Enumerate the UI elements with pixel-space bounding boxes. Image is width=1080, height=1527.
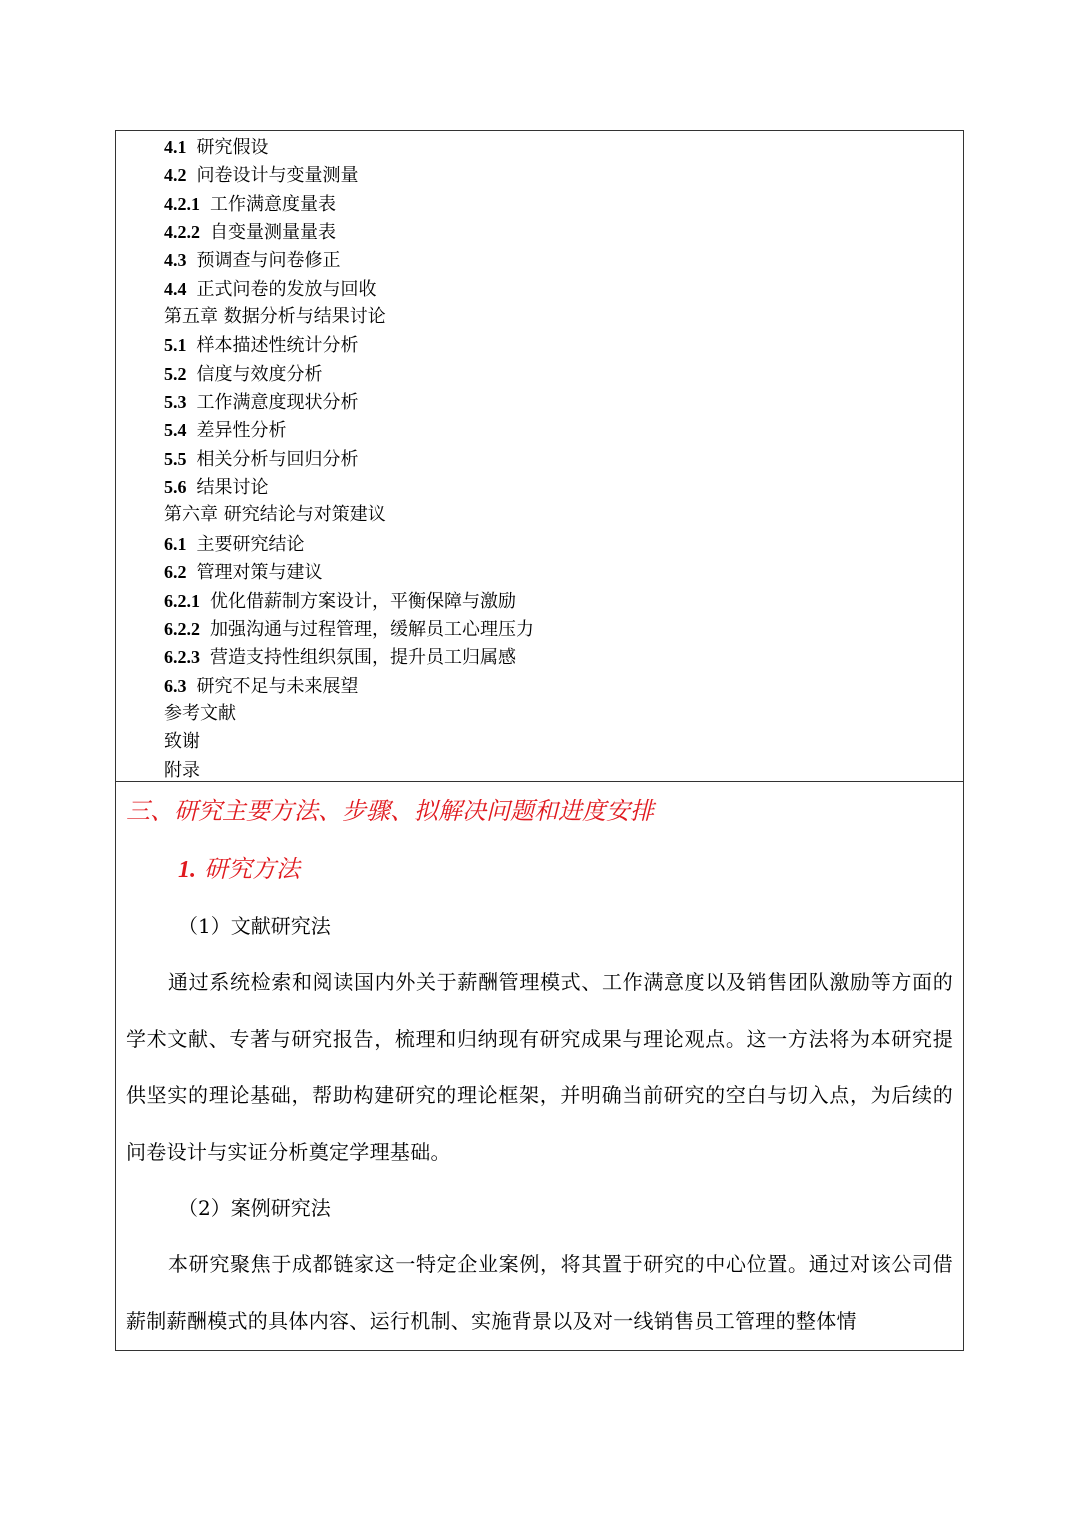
toc-entry-number: 5.2	[164, 363, 187, 384]
toc-entry-number: 6.2.2	[164, 618, 200, 639]
toc-entry	[164, 416, 963, 444]
toc-entry	[164, 360, 963, 388]
toc-entry-text: 管理对策与建议	[196, 562, 323, 584]
toc-entry	[164, 161, 963, 189]
toc-entry-text: 优化借薪制方案设计，平衡保障与激励	[210, 590, 516, 612]
toc-entry	[164, 587, 963, 615]
toc-entry-number: 5.5	[164, 448, 187, 469]
section-heading: 三、研究主要方法、步骤、拟解决问题和进度安排	[126, 797, 654, 825]
toc-entry-text: 工作满意度现状分析	[196, 392, 359, 414]
method-cell	[116, 782, 963, 1350]
toc-entry-number: 6.1	[164, 533, 187, 554]
toc-entry-number: 5.3	[164, 392, 187, 413]
toc-entry	[164, 757, 963, 785]
toc-entry-text: 第六章 研究结论与对策建议	[164, 504, 386, 526]
toc-entry-text: 问卷设计与变量测量	[196, 165, 359, 187]
subsection-heading	[126, 840, 953, 898]
toc-entry-text: 研究假设	[196, 137, 269, 158]
toc-entry-number: 5.1	[164, 335, 187, 356]
method-paragraph-case: 本研究聚焦于成都链家这一特定企业案例，将其置于研究的中心位置。通过对该公司借薪制薪酬模式的具体内容、运行机制、实施背景以及对一线销售员工管理的整体情	[126, 1252, 953, 1333]
method-heading-case: （2）案例研究法	[178, 1196, 331, 1220]
toc-entry-text: 致谢	[164, 731, 200, 753]
toc-entry-number: 5.6	[164, 477, 187, 498]
toc-entry	[164, 218, 963, 246]
toc-entry-text: 第五章 数据分析与结果讨论	[164, 306, 386, 328]
subsection-number: 1.	[178, 857, 196, 883]
toc-entry-text: 工作满意度量表	[210, 193, 336, 215]
method-paragraph-literature: 通过系统检索和阅读国内外关于薪酬管理模式、工作满意度以及销售团队激励等方面的学术文献、专著与研究报告，梳理和归纳现有研究成果与理论观点。这一方法将为本研究提供坚实的理论基础，帮助构建研究的理论框架，并明确当前研究的空白与切入点，为后续的问卷设计与实证分析奠定学理基础。	[126, 970, 953, 1164]
toc-entry-number: 5.4	[164, 420, 187, 441]
toc-entry-text: 预调查与问卷修正	[196, 250, 341, 272]
toc-entry-text: 营造支持性组织氛围，提升员工归属感	[210, 647, 516, 669]
toc-entry	[164, 246, 963, 274]
toc-entry-text: 加强沟通与过程管理，缓解员工心理压力	[210, 618, 534, 640]
toc-entry	[164, 700, 963, 728]
toc-cell	[116, 131, 963, 782]
toc-entry-number: 6.2.3	[164, 647, 200, 668]
method-heading-literature: （1）文献研究法	[178, 914, 331, 938]
toc-entry-text: 结果讨论	[196, 477, 269, 499]
toc-entry-text: 相关分析与回归分析	[196, 448, 359, 470]
toc-entry	[164, 643, 963, 671]
subsection-title: 研究方法	[204, 855, 300, 883]
toc-entry	[164, 530, 963, 558]
toc-entry-number: 6.3	[164, 675, 187, 696]
toc-entry-text: 差异性分析	[196, 420, 287, 442]
toc-entry-number: 4.2	[164, 165, 187, 186]
toc-entry-number: 6.2	[164, 562, 187, 583]
toc-entry	[164, 133, 963, 161]
toc-entry-text: 自变量测量量表	[210, 222, 336, 244]
toc-entry	[164, 275, 963, 303]
toc-entry-number: 4.3	[164, 250, 187, 271]
toc-entry-number: 4.1	[164, 137, 187, 157]
toc-entry-number: 4.2.2	[164, 222, 200, 243]
toc-entry-number: 6.2.1	[164, 590, 200, 611]
toc-entry	[164, 331, 963, 359]
toc-entry-text: 正式问卷的发放与回收	[196, 278, 377, 300]
toc-entry-number: 4.2.1	[164, 193, 200, 214]
toc-entry	[164, 501, 963, 529]
toc-entry	[164, 190, 963, 218]
toc-entry	[164, 615, 963, 643]
toc-entry-text: 信度与效度分析	[196, 363, 323, 385]
toc-entry	[164, 303, 963, 331]
toc-entry	[164, 558, 963, 586]
toc-entry-text: 附录	[164, 759, 200, 781]
toc-entry	[164, 445, 963, 473]
toc-entry-number: 4.4	[164, 278, 187, 299]
toc-entry	[164, 728, 963, 756]
toc-entry	[164, 672, 963, 700]
toc-entry-text: 研究不足与未来展望	[196, 675, 359, 697]
toc-entry-text: 样本描述性统计分析	[196, 335, 359, 357]
toc-entry-text: 主要研究结论	[196, 533, 305, 555]
proposal-table	[115, 130, 964, 1351]
toc-entry-text: 参考文献	[164, 702, 236, 724]
toc-entry	[164, 473, 963, 501]
toc-entry	[164, 388, 963, 416]
